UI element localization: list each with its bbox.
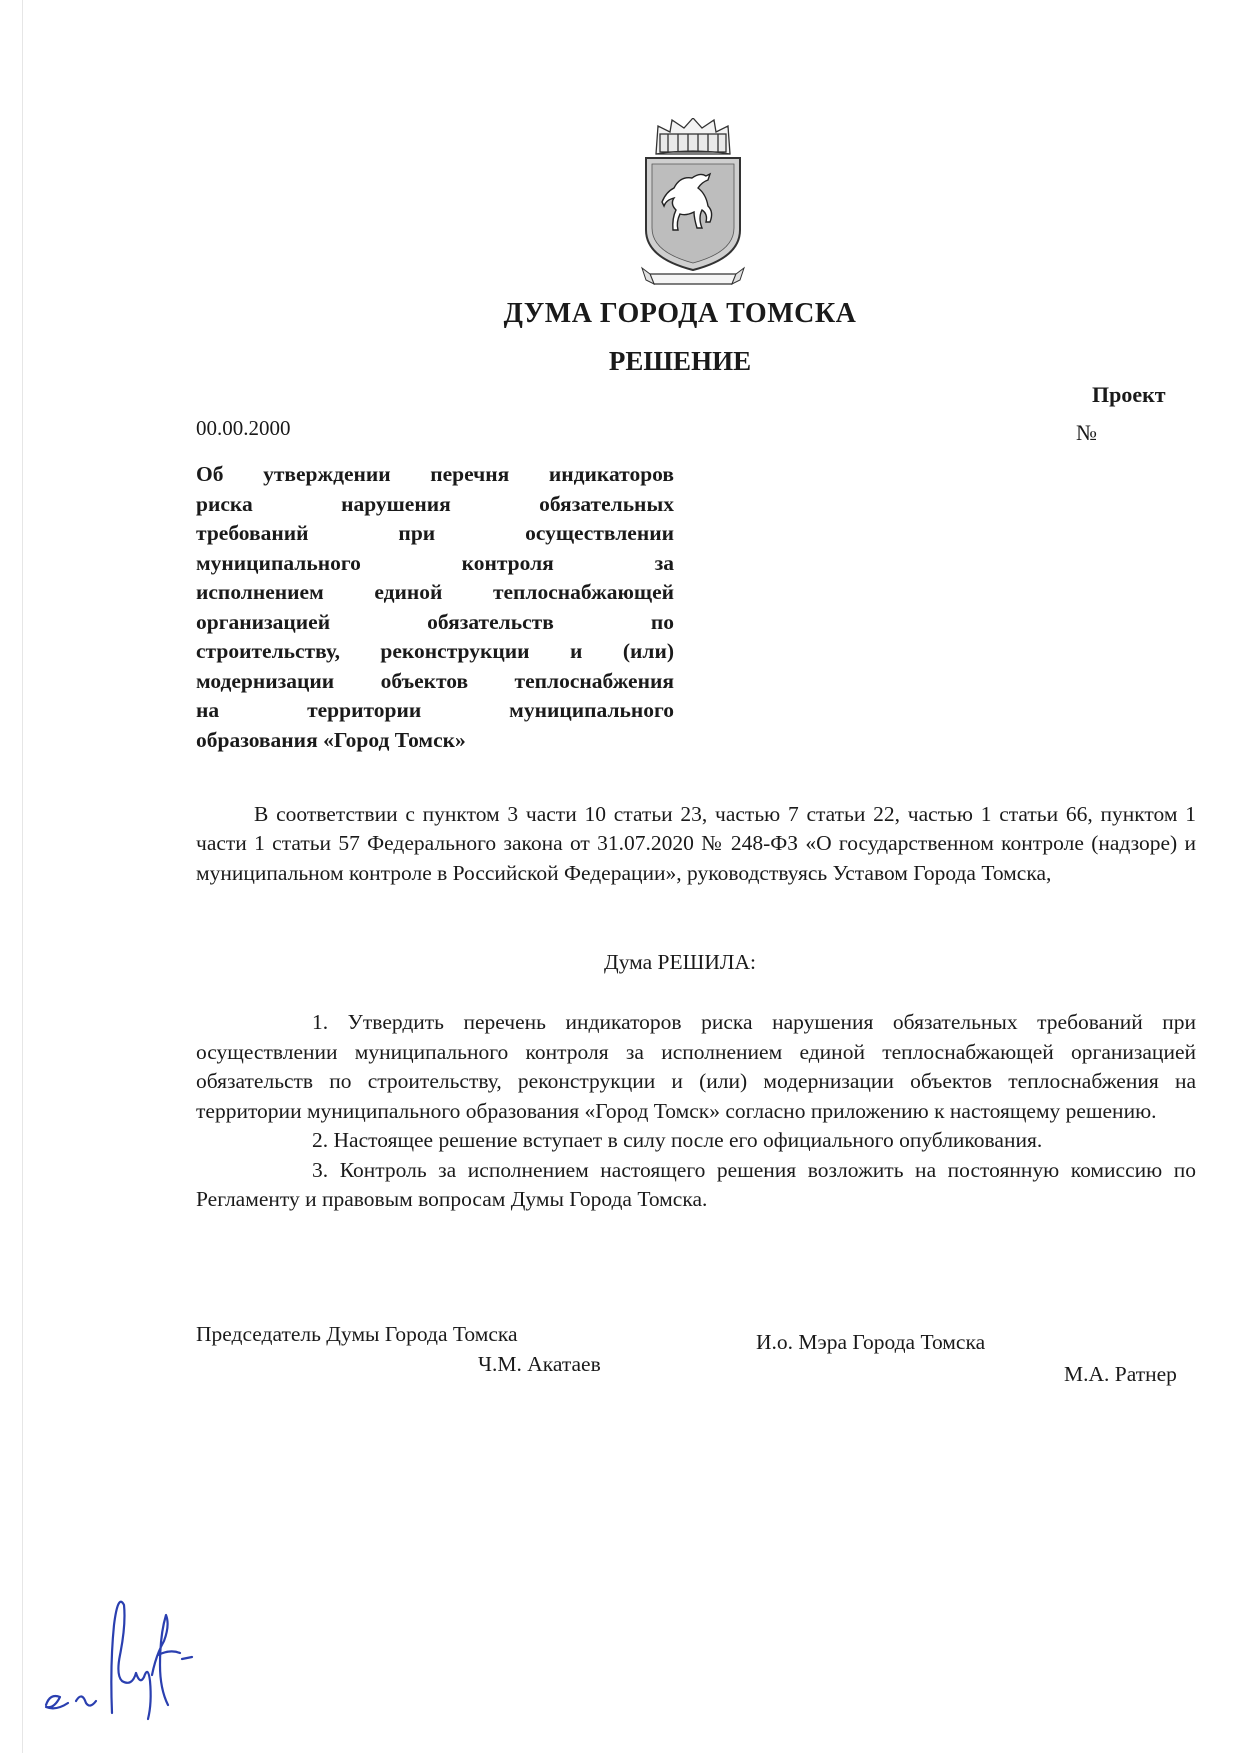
- council-title: ДУМА ГОРОДА ТОМСКА: [503, 298, 857, 329]
- subject-line: организацией обязательств по: [196, 609, 674, 634]
- item-text: Настоящее решение вступает в силу после его официального опубликования.: [333, 1128, 1043, 1152]
- document-type-title: РЕШЕНИЕ: [608, 346, 752, 376]
- number-label: №: [1076, 420, 1097, 445]
- subject-line: на территории муниципального: [196, 698, 674, 722]
- document-subject: [196, 460, 674, 755]
- subject-line: образования «Город Томск»: [196, 727, 466, 752]
- subject-line: модернизации объектов теплоснабжения: [196, 668, 674, 693]
- project-label: Проект: [1092, 382, 1166, 407]
- item-number: 2.: [312, 1128, 329, 1152]
- decision-item: [196, 1008, 1196, 1126]
- document-date: 00.00.2000: [196, 416, 291, 440]
- item-text: Контроль за исполнением настоящего решения возложить на постоянную комиссию по Регламенту и правовым вопросам Думы Города Томска.: [196, 1157, 1196, 1211]
- item-number: 1.: [312, 1010, 329, 1034]
- subject-line: исполнением единой теплоснабжающей: [196, 580, 674, 604]
- subject-line: риска нарушения обязательных: [196, 491, 674, 516]
- subject-line: муниципального контроля за: [196, 550, 674, 575]
- decision-items: [196, 1008, 1196, 1215]
- subject-line: требований при осуществлении: [196, 521, 674, 545]
- preamble-paragraph: В соответствии с пунктом 3 части 10 статьи 23, частью 7 статьи 22, частью 1 статьи 66, пунктом 1 части 1 статьи 57 Федерального закона от 31.07.2020 № 248-ФЗ «О государственном контроле (надзоре) и муниципальном контроле в Российской Федерации», руководствуясь Уставом Города Томска,: [196, 801, 1196, 885]
- mayor-title: И.о. Мэра Города Томска: [756, 1330, 986, 1354]
- tomsk-coat-of-arms-icon: [636, 118, 750, 292]
- scan-edge-line: [22, 0, 23, 1753]
- decided-heading: Дума РЕШИЛА:: [604, 950, 756, 974]
- chairman-title: Председатель Думы Города Томска: [196, 1322, 518, 1346]
- item-number: 3.: [312, 1157, 329, 1182]
- mayor-name: М.А. Ратнер: [1064, 1362, 1177, 1386]
- subject-line: строительству, реконструкции и (или): [196, 639, 674, 663]
- item-text: Утвердить перечень индикаторов риска нарушения обязательных требований при осуществлении муниципального контроля за исполнением единой теплоснабжающей организацией обязательств по строительству, реконструкции и (или) модернизации объектов теплоснабжения на территории муниципального образования «Город Томск» согласно приложению к настоящему решению.: [196, 1010, 1197, 1123]
- handwritten-signature-icon: [40, 1585, 220, 1725]
- chairman-name: Ч.М. Акатаев: [478, 1352, 601, 1376]
- decision-item: [196, 1126, 1196, 1156]
- decision-item: [196, 1156, 1196, 1215]
- subject-line: Об утверждении перечня индикаторов: [196, 462, 674, 486]
